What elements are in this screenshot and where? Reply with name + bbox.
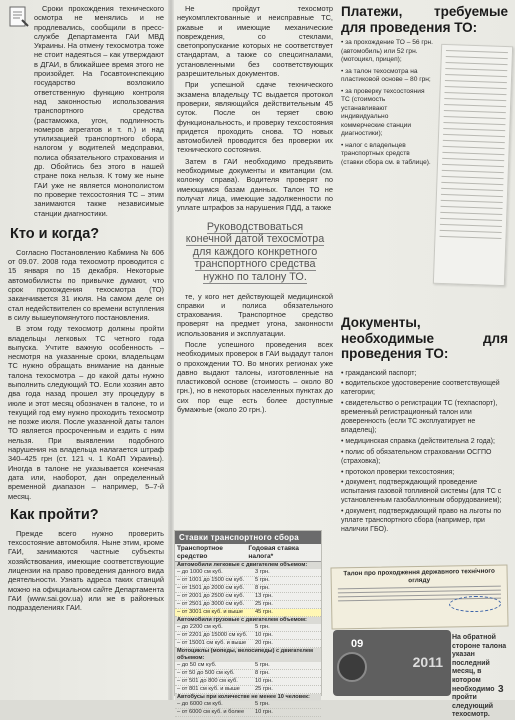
payments-heading: Платежи, требуемые для проведения ТО:	[341, 4, 508, 35]
paragraph: те, у кого нет действующей медицинской справки и полиса обязательного страхования. Транспортное средство проверят на предмет угона, законности использования и эксплуатации.	[177, 291, 333, 338]
table-cell-rate: 25 грн.	[255, 686, 273, 693]
intro-paragraph: Сроки прохождения технического осмотра не менялись и не продлевались, сообщили в пресс-службе Департамента ГАИ МВД Украины. На отмену техосмотра тоже не стоит надеяться – как утверждают в ДГАИ, в ближайшее время этого не произойдет. На Госавтоинспекцию государство возложило ответственную функцию контроля над законностью использования транспортного средства (растаможка, угон, подлинность номеров агрегатов и т. п.) и над утилизацией транспортного сбора, налогом у водителей медсправки, полиса обязательного страхования и др. Обойтись без этого в нашей стране пока нельзя. К тому же ныне ГАИ уже не является монополистом по проверке техсостояния ТС – этим занимаются также независимые станции диагностики.	[34, 4, 164, 218]
table-cell-rate: 8 грн.	[255, 670, 270, 677]
table-cell-rate: 10 грн.	[255, 632, 273, 639]
table-cell-vehicle: – от 2201 до 15000 см куб.	[177, 632, 248, 639]
document-item: • документ, подтверждающий проведение испытания газовой топливной системы (для ТС с установленным газобаллонным оборудованием);	[341, 479, 502, 505]
table-cell-rate: 5 грн.	[255, 662, 270, 669]
documents-list	[341, 370, 508, 535]
table-cell-rate: 20 грн.	[255, 640, 273, 647]
table-row	[175, 601, 321, 609]
table-cell-rate: 13 грн.	[255, 593, 273, 600]
tariff-table	[174, 530, 322, 716]
table-cell-rate: 10 грн.	[255, 709, 273, 716]
table-group-label: Мотоциклы (мопеды, велосипеды) с двигателем объемом:	[175, 648, 321, 662]
pull-quote: Руководствоваться конечной датой техосмотра для каждого конкретного транспортного средства нужно по талону ТО.	[185, 220, 325, 283]
table-cell-rate: 5 грн.	[255, 624, 270, 631]
table-cell-vehicle: – от 801 см куб. и выше	[177, 686, 240, 693]
paragraph: В этом году техосмотр должны пройти владельцы легковых ТС четного года выпуска. Учтите важную особенность – несмотря на указанные сроки, владельцам ТС нужно обращать внимание на данные талона техосмотра – до какой даты нужно выполнить следующий ТО. Если хозяин авто два года назад прошел эту процедуру в июле и этот месяц обозначен в талоне, то и текущий год ему нужно проходить техосмотр не позже июля. После указанной даты талон ТО является просроченным и ездить с ним нельзя. При выявлении подобного нарушения на владельца налагается штраф 340–425 грн (ст. 121 ч. 1 КоАП Украины). Иногда в талоне не указывается конечная дата или, наоборот, дан определенный временной диапазон – например, 5–7-й месяц.	[8, 324, 164, 501]
table-cell-vehicle: – до 50 см куб.	[177, 662, 217, 669]
certificate-title: Талон про проходження державного технічного огляду	[343, 567, 495, 584]
header-rate: Годовая ставка налога*	[248, 545, 299, 560]
table-cell-vehicle: – от 3001 см куб. и выше	[177, 609, 244, 616]
payment-item: • за талон техосмотра на пластиковой основе – 80 грн;	[341, 67, 431, 83]
payment-item: • за прохождение ТО – 56 грн. (автомобиль) или 52 грн. (мотоцикл, прицеп);	[341, 39, 433, 63]
document-item: • свидетельство о регистрации ТС (техпаспорт), временный регистрационный талон или доверенность (если ТС эксплуатирует не владелец);	[341, 400, 498, 434]
table-cell-vehicle: – от 50 до 500 см куб.	[177, 670, 235, 677]
table-row	[175, 632, 321, 640]
paragraph: Не пройдут техосмотр неукомплектованные и неисправные ТС, ржавые и имеющие механические повреждения, со стеклами, светопропускание которых не соответствует стандартам, а также со спецсигналами, установленными без соответствующих разрешительных документов.	[177, 4, 333, 79]
table-header	[175, 544, 321, 562]
section-heading-how-pass: Как пройти?	[10, 506, 99, 523]
coupon-year: 2011	[412, 654, 443, 670]
table-cell-vehicle: – от 1501 до 2000 см куб.	[177, 584, 245, 591]
paragraph: Согласно Постановлению Кабмина № 606 от 09.07. 2008 года техосмотр проводится с 15 января по 15 декабря. Некоторые автомобилисты по привычке думают, что срок прохождения техосмотра (ТО) заканчивается 31 июля. На самом деле он стал недействителен со времени вступления в силу вышеупомянутого постановления.	[8, 247, 164, 322]
payment-item: • налог с владельцев транспортных средств (ставки сбора см. в таблице).	[341, 141, 431, 166]
table-row	[175, 678, 321, 686]
header-vehicle: Транспортное средство	[177, 545, 223, 560]
table-row	[175, 640, 321, 648]
table-cell-vehicle: – до 6000 см куб.	[177, 701, 223, 708]
table-row	[175, 585, 321, 593]
table-row	[175, 709, 321, 717]
paragraph: Затем в ГАИ необходимо предъявить необходимые документы и квитанции (см. колонку справа). Водителя проверят по имеющимся базам данных. Талон ТО не получат лица, имеющие задолженности по уплате штрафов за нарушения ПДД, а также	[177, 156, 333, 213]
intro-block	[8, 4, 164, 220]
document-item: • гражданский паспорт;	[341, 369, 417, 377]
inspection-certificate-image	[330, 564, 508, 629]
table-cell-rate: 3 грн.	[255, 568, 270, 575]
table-row	[175, 577, 321, 585]
table-cell-vehicle: – от 1001 до 1500 см куб.	[177, 576, 245, 583]
coupon-month: 09	[351, 638, 364, 650]
table-cell-vehicle: – от 6000 см куб. и более	[177, 709, 245, 716]
table-row	[175, 593, 321, 601]
table-cell-vehicle: – до 1000 см куб.	[177, 568, 223, 575]
table-group-label: Автобусы при количестве не менее 10 человек:	[175, 694, 321, 701]
paragraph: Прежде всего нужно проверить техсостояние автомобиля. Ныне этим, кроме ГАИ, занимаются частные субъекты хозяйствования, имеющие соответствующие лицензии на право проведения данного вида деятельности. Узнать адреса таких станций можно на официальном сайте Департамента ГАИ (www.sai.gov.ua) или же в районных подразделениях ГАИ.	[8, 528, 164, 613]
documents-heading: Документы, необходимые для проведения ТО:	[341, 315, 508, 361]
section-heading-who-when: Кто и когда?	[10, 225, 100, 242]
table-title: Ставки транспортного сбора	[175, 531, 321, 544]
receipt-image	[433, 44, 513, 286]
image-caption: На обратной стороне талона указан последний месяц, в котором необходимо пройти следующий техосмотр.	[452, 634, 507, 719]
document-item: • полис об обязательном страховании ОСГПО (страховка);	[341, 448, 492, 465]
page-number: 3	[498, 684, 504, 695]
table-row	[175, 701, 321, 709]
highlight-oval	[449, 596, 501, 613]
payments-list	[341, 39, 433, 167]
payment-item: • за проверку техсостояния ТС (стоимость устанавливают индивидуально коммерческие станции диагностики);	[341, 87, 425, 137]
column-left	[8, 4, 164, 696]
table-group-label: Автомобили грузовые с двигателем объемом:	[175, 617, 321, 624]
paragraph: После успешного проведения всех необходимых проверок в ГАИ выдадут талон о прохождении ТО. Во многих регионах уже давно выдают талоны, изготовленные на пластиковой основе (стоимость – около 80 грн.), но в некоторых населенных пунктах до сих пор еще есть более доступные бумажные (около 20 грн.).	[177, 339, 333, 415]
table-row	[175, 569, 321, 577]
table-cell-vehicle: – от 501 до 800 см куб.	[177, 678, 238, 685]
plastic-coupon-image	[333, 630, 451, 696]
table-cell-vehicle: – от 2001 до 2500 см куб.	[177, 593, 245, 600]
table-cell-rate: 25 грн.	[255, 601, 273, 608]
payments-block	[341, 39, 508, 309]
document-item: • водительское удостоверение соответствующей категории;	[341, 380, 500, 397]
table-row	[175, 670, 321, 678]
emblem-icon	[337, 652, 367, 682]
table-row	[175, 624, 321, 632]
table-cell-vehicle: – до 2200 см куб.	[177, 624, 223, 631]
table-cell-vehicle: – от 2501 до 3000 см куб.	[177, 601, 245, 608]
table-cell-rate: 5 грн.	[255, 701, 270, 708]
table-cell-vehicle: – от 15001 см куб. и выше	[177, 640, 247, 647]
document-item: • протокол проверки техсостояния;	[341, 468, 455, 476]
paragraph: При успешной сдаче технического экзамена владельцу ТС выдается протокол проверки, являющийся действительным 45 суток. После он теряет свою функциональность, и проверку техсостояния придется проходить снова. ТО новых автомобилей проводится без проверки их технического состояния.	[177, 80, 333, 155]
table-group-label: Автомобили легковые с двигателем объемом:	[175, 562, 321, 569]
table-cell-rate: 5 грн.	[255, 576, 270, 583]
table-body	[175, 562, 321, 717]
document-item: • медицинская справка (действительна 2 года);	[341, 437, 495, 445]
table-cell-rate: 10 грн.	[255, 678, 273, 685]
table-cell-rate: 8 грн.	[255, 584, 270, 591]
table-row	[175, 662, 321, 670]
document-icon	[8, 6, 30, 28]
table-cell-rate: 45 грн.	[255, 609, 273, 616]
document-item: • документ, подтверждающий право на льготы по уплате транспортного сбора (например, при наличии ГБО).	[341, 508, 502, 533]
